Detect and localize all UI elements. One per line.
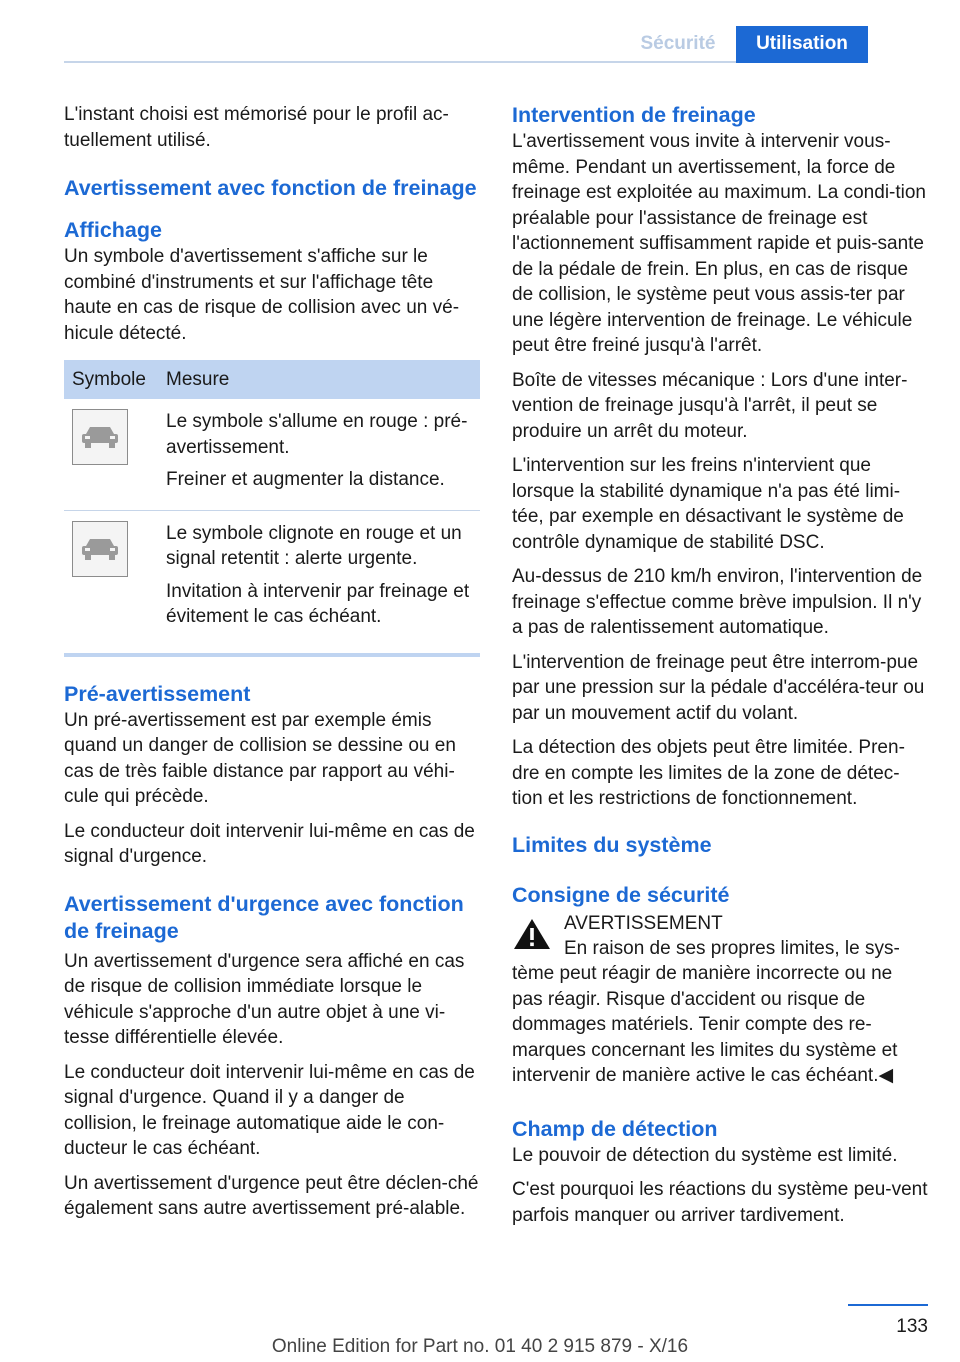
- table-row: [64, 510, 480, 647]
- warning-block: [512, 911, 928, 962]
- warning-title: AVERTISSEMENT: [564, 912, 723, 934]
- paragraph-urgence-1: Un avertissement d'urgence sera affiché en cas de risque de collision immédiate lorsque le véhicule s'approche d'un autre objet à une vi-tesse différentielle élevée.: [64, 950, 465, 1048]
- table-row-text-2: Invitation à intervenir par freinage et évitement le cas échéant.: [166, 580, 470, 627]
- heading-avertissement-freinage: Avertissement avec fonction de freinage: [64, 176, 477, 200]
- paragraph-pre-2: Le conducteur doit intervenir lui-même en cas de signal d'urgence.: [64, 820, 475, 867]
- paragraph-urgence-2: Le conducteur doit intervenir lui-même en cas de signal d'urgence. Quand il y a danger de collision, le freinage automatique aide le con-ducteur le cas échéant.: [64, 1061, 475, 1159]
- footer-edition: Online Edition for Part no. 01 40 2 915 879 - X/16: [271, 1336, 689, 1357]
- heading-affichage: Affichage: [64, 218, 162, 242]
- heading-avertissement-urgence: Avertissement d'urgence avec fonction de freinage: [64, 891, 464, 943]
- warning-text-first-line: En raison de ses propres limites, le sys-: [564, 937, 900, 959]
- table-cell-symbol: [64, 399, 158, 510]
- car-warning-icon: [72, 521, 128, 577]
- heading-intervention-freinage: Intervention de freinage: [512, 103, 756, 127]
- header-rule-accent: [736, 61, 868, 63]
- paragraph-intervention-3: L'intervention sur les freins n'intervient que lorsque la stabilité dynamique n'a pas été limi-tée, par exemple en désactivant le système de contrôle dynamique de stabilité DSC.: [512, 455, 904, 553]
- heading-limites-systeme: Limites du système: [512, 832, 712, 857]
- warning-triangle-icon: [512, 911, 554, 962]
- paragraph-pre-1: Un pré-avertissement est par exemple émis quand un danger de collision se dessine ou en cas de très faible distance par rapport au véhi-cule qui précède.: [64, 709, 456, 807]
- left-column: [64, 102, 480, 1231]
- header-tab-securite: Sécurité: [640, 33, 716, 54]
- table-header-row: [64, 360, 480, 399]
- car-warning-icon: [72, 409, 128, 465]
- paragraph-urgence-3: Un avertissement d'urgence peut être déclen-ché également sans autre avertissement pré-alable.: [64, 1172, 479, 1219]
- table-header-mesure: Mesure: [158, 360, 480, 399]
- header-tab-utilisation: Utilisation: [736, 26, 868, 62]
- table-row-text-2: Freiner et augmenter la distance.: [166, 469, 445, 490]
- paragraph-affichage: Un symbole d'avertissement s'affiche sur le combiné d'instruments et sur l'affichage tête haute en cas de risque de collision avec un vé-hicule détecté.: [64, 246, 460, 344]
- table-row-text-1: Le symbole s'allume en rouge : pré-avertissement.: [166, 411, 468, 458]
- table-cell-mesure: [158, 399, 480, 510]
- right-column: [512, 102, 928, 1237]
- paragraph-intervention-1: L'avertissement vous invite à intervenir vous-même. Pendant un avertissement, la force de freinage est exploitée au maximum. La condi-tion préalable pour l'assistance de freinage est l'actionnement suffisamment rapide et puis-sante de la pédale de frein. En plus, en cas de risque de collision, le système peut vous assis-ter par une légère intervention de freinage. Le véhicule peut être freiné jusqu'à l'arrêt.: [512, 131, 927, 356]
- paragraph-intervention-4: Au-dessus de 210 km/h environ, l'intervention de freinage s'effectue comme brève impulsion. Il n'y a pas de ralentissement automatique.: [512, 566, 923, 638]
- table-row: [64, 399, 480, 510]
- paragraph-intro: L'instant choisi est mémorisé pour le profil ac-tuellement utilisé.: [64, 104, 449, 151]
- heading-consigne-securite: Consigne de sécurité: [512, 882, 730, 907]
- warning-text: tème peut réagir de manière incorrecte ou ne pas réagir. Risque d'accident ou risque de dommages matériels. Tenir compte des re-marques concernant les limites du système et intervenir de manière active le cas échéant.◀: [512, 963, 898, 1086]
- page-number: 133: [896, 1316, 928, 1337]
- heading-pre-avertissement: Pré-avertissement: [64, 681, 251, 706]
- heading-champ-detection: Champ de détection: [512, 1116, 718, 1141]
- table-cell-mesure: [158, 510, 480, 647]
- paragraph-intervention-6: La détection des objets peut être limitée. Pren-dre en compte les limites de la zone de détec-tion et les restrictions de fonctionnement.: [512, 737, 905, 809]
- table-header-symbole: Symbole: [64, 360, 158, 399]
- paragraph-intervention-2: Boîte de vitesses mécanique : Lors d'une inter-vention de freinage jusqu'à l'arrêt, il peut se produire un arrêt du moteur.: [512, 369, 908, 442]
- paragraph-champ-2: C'est pourquoi les réactions du système peu-vent parfois manquer ou arriver tardivement.: [512, 1179, 928, 1226]
- symbol-table: [64, 360, 480, 647]
- paragraph-intervention-5: L'intervention de freinage peut être interrom-pue par une pression sur la pédale d'accéléra-teur ou par un mouvement actif du volant.: [512, 651, 925, 724]
- page-number-rule: [848, 1304, 928, 1306]
- table-cell-symbol: [64, 510, 158, 647]
- table-row-text-1: Le symbole clignote en rouge et un signal retentit : alerte urgente.: [166, 522, 462, 569]
- paragraph-champ-1: Le pouvoir de détection du système est limité.: [512, 1144, 898, 1166]
